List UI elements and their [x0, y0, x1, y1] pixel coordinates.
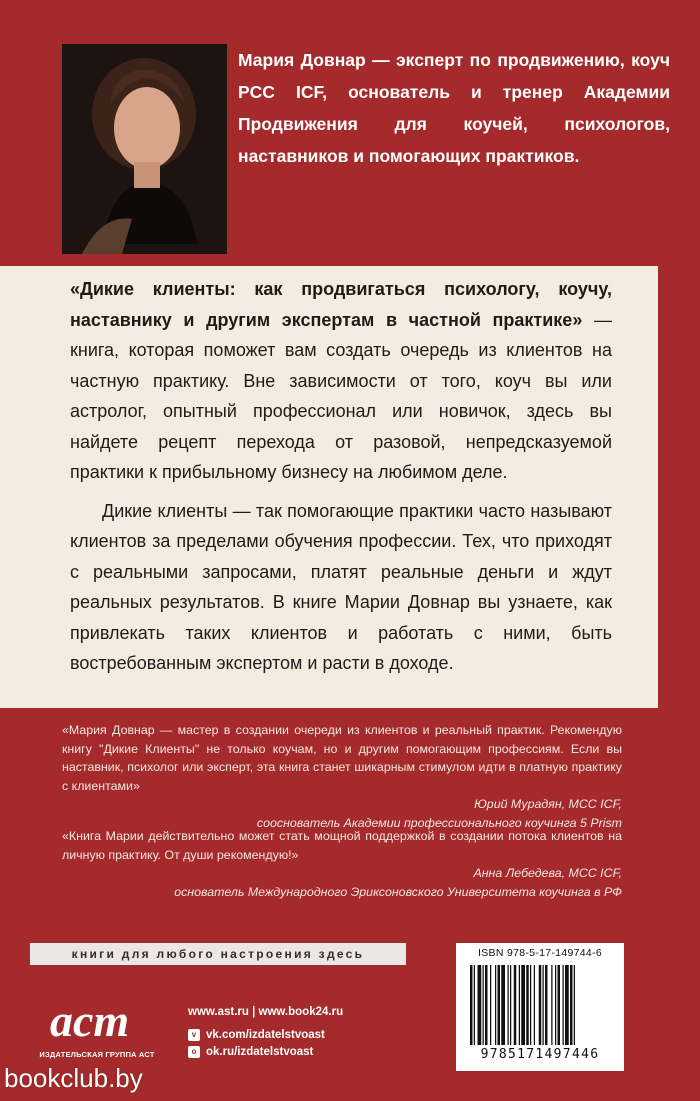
- testimonial-1: [62, 721, 622, 832]
- testimonial-role: сооснователь Академии профессионального коучинга 5 Prism: [256, 815, 622, 830]
- description-panel: [0, 266, 658, 708]
- testimonial-role: основатель Международного Эриксоновского Университета коучинга в РФ: [174, 884, 622, 899]
- testimonial-2: [62, 827, 622, 901]
- site-watermark: bookclub.by: [4, 1063, 143, 1093]
- description-paragraph-1-rest: — книга, которая поможет вам создать очередь из клиентов на частную практику. Вне зависимости от того, коуч вы или астролог, опытный профессионал или новичок, здесь вы найдете рецепт перехода от разовой, непредсказуемой практики к прибыльному бизнесу на любимом деле.: [70, 309, 612, 482]
- author-bio: Мария Довнар — эксперт по продвижению, коуч PCC ICF, основатель и тренер Академии Продвижения для коучей, психологов, наставников и помогающих практиков.: [238, 50, 670, 166]
- barcode-digits: 9785171497446: [480, 1047, 600, 1062]
- isbn-text: ISBN 978-5-17-149744-6: [478, 947, 602, 959]
- book-title: «Дикие клиенты: как продвигаться психологу, коучу, наставнику и другим экспертам в частной практике»: [70, 279, 612, 330]
- description-paragraph-2: Дикие клиенты — так помогающие практики часто называют клиентов за пределами обучения профессии. Тех, что приходят с реальными запросами, платят реальные деньги и ждут реальных результатов. В книге Марии Довнар вы узнаете, как привлекать таких клиентов и работать с ними, быть востребованным экспертом и расти в доходе.: [70, 500, 612, 673]
- tagline-strip: книги для любого настроения здесь: [30, 943, 406, 965]
- vk-row[interactable]: [188, 1026, 448, 1043]
- author-portrait-icon: [62, 44, 227, 254]
- logo-text: аст: [50, 995, 130, 1046]
- vk-icon: v: [188, 1029, 200, 1041]
- testimonial-text: «Книга Марии действительно может стать мощной поддержкой в создании потока клиентов на личную практику. От души рекомендую!»: [62, 829, 622, 862]
- ok-icon: o: [188, 1046, 200, 1058]
- websites-link[interactable]: www.ast.ru | www.book24.ru: [188, 1005, 344, 1018]
- vk-link[interactable]: vk.com/izdatelstvoast: [206, 1028, 325, 1041]
- description-paragraph-1: [70, 274, 612, 488]
- ast-logo-icon: [22, 970, 172, 1050]
- publisher-links: [188, 1003, 448, 1060]
- author-photo: [62, 44, 227, 254]
- ok-row[interactable]: [188, 1043, 448, 1060]
- testimonial-text: «Мария Довнар — мастер в создании очереди из клиентов и реальный практик. Рекомендую книгу "Дикие Клиенты" не только коучам, но и другим помогающим профессиям. Если вы наставник, психолог или эксперт, эта книга станет шикарным стимулом идти в платную практику с клиентами»: [62, 723, 622, 793]
- barcode-icon: [468, 965, 612, 1047]
- publisher-group-label: ИЗДАТЕЛЬСКАЯ ГРУППА АСТ: [39, 1050, 155, 1059]
- testimonial-name: Юрий Мурадян, MCC ICF,: [474, 797, 622, 811]
- barcode-box: [456, 943, 624, 1071]
- ok-link[interactable]: ok.ru/izdatelstvoast: [206, 1045, 314, 1058]
- testimonial-name: Анна Лебедева, MCC ICF,: [473, 866, 622, 880]
